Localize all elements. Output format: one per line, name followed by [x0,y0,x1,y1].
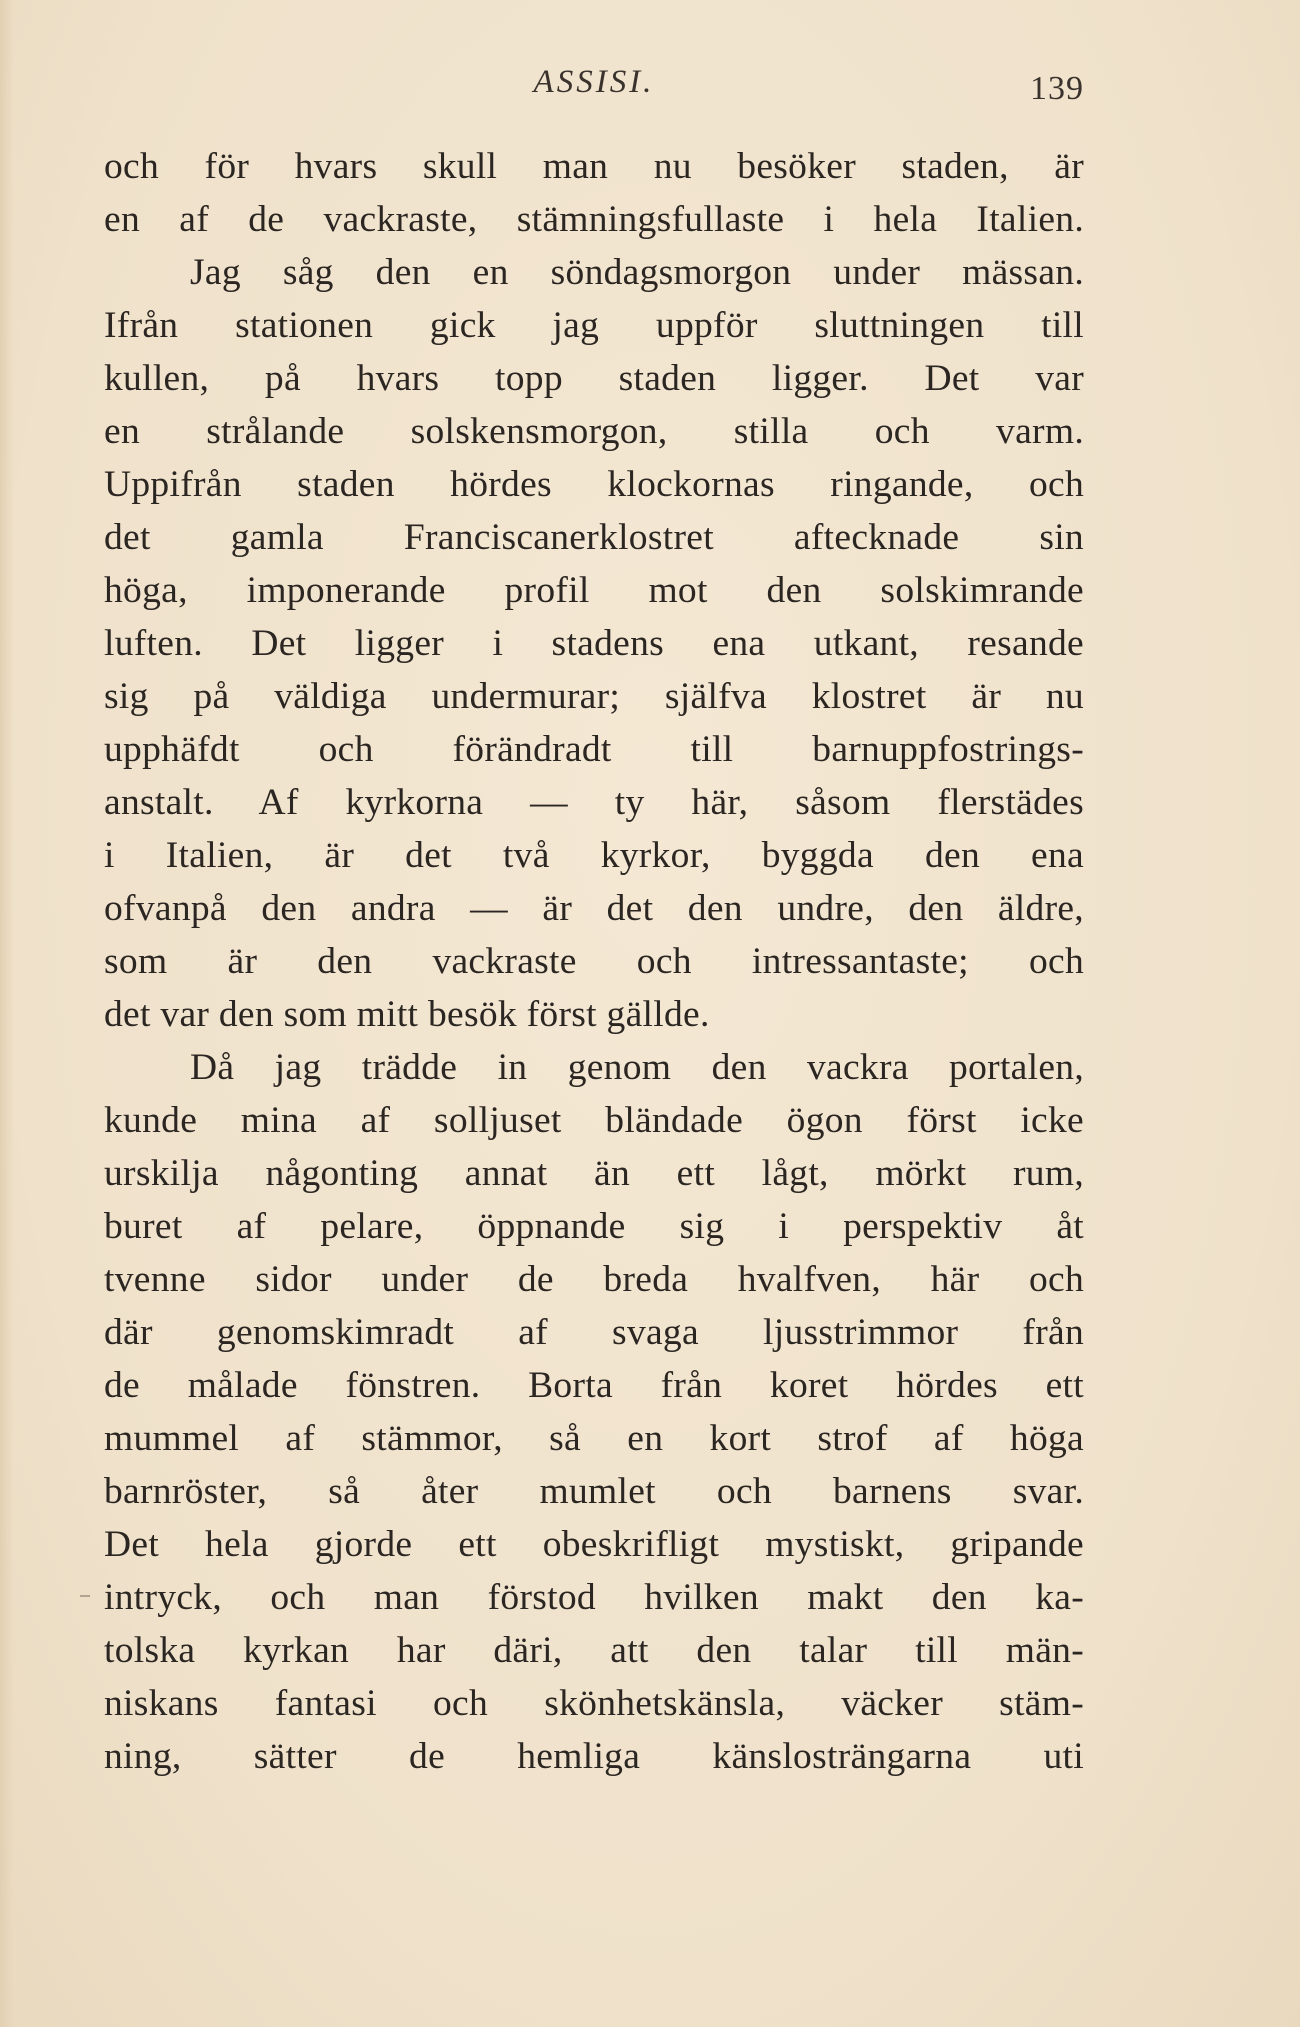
text-line: ofvanpå den andra — är det den undre, den äldre, [104,888,1084,929]
text-line: luften. Det ligger i stadens ena utkant, resande [104,623,1084,664]
text-line: Ifrån stationen gick jag uppför sluttningen till [104,305,1084,346]
text-line: anstalt. Af kyrkorna — ty här, såsom flerstädes [104,782,1084,823]
text-line: det gamla Franciscanerklostret aftecknade sin [104,517,1084,558]
text-line: intryck, och man förstod hvilken makt den ka- [104,1577,1084,1618]
text-line: urskilja någonting annat än ett lågt, mörkt rum, [104,1153,1084,1194]
text-line: buret af pelare, öppnande sig i perspektiv åt [104,1206,1084,1247]
text-line: och för hvars skull man nu besöker staden, är [104,146,1084,187]
text-line: där genomskimradt af svaga ljusstrimmor från [104,1312,1084,1353]
text-line: sig på väldiga undermurar; själfva klostret är nu [104,676,1084,717]
text-line: Jag såg den en söndagsmorgon under mässan. [190,252,1084,293]
text-line: i Italien, är det två kyrkor, byggda den ena [104,835,1084,876]
text-line: tvenne sidor under de breda hvalfven, här och [104,1259,1084,1300]
page-edge-shadow [0,0,14,2027]
margin-mark [80,1595,90,1597]
text-line: barnröster, så åter mumlet och barnens svar. [104,1471,1084,1512]
text-line: ning, sätter de hemliga känslosträngarna uti [104,1736,1084,1777]
body-text [104,140,1084,1783]
text-line: en strålande solskensmorgon, stilla och varm. [104,411,1084,452]
text-line: Det hela gjorde ett obeskrifligt mystiskt, gripande [104,1524,1084,1565]
running-head: ASSISI. [533,64,655,100]
text-line: mummel af stämmor, så en kort strof af höga [104,1418,1084,1459]
page-number: 139 [1030,70,1084,107]
text-line: kullen, på hvars topp staden ligger. Det var [104,358,1084,399]
text-line: niskans fantasi och skönhetskänsla, väcker stäm- [104,1683,1084,1724]
text-line: det var den som mitt besök först gällde. [104,994,710,1035]
text-line: tolska kyrkan har däri, att den talar till män- [104,1630,1084,1671]
page-header [104,60,1084,120]
text-line: kunde mina af solljuset bländade ögon först icke [104,1100,1084,1141]
text-line: som är den vackraste och intressantaste; och [104,941,1084,982]
text-line: höga, imponerande profil mot den solskimrande [104,570,1084,611]
text-line: de målade fönstren. Borta från koret hördes ett [104,1365,1084,1406]
text-line: en af de vackraste, stämningsfullaste i hela Italien. [104,199,1084,240]
text-line: Då jag trädde in genom den vackra portalen, [190,1047,1084,1088]
text-line: Uppifrån staden hördes klockornas ringande, och [104,464,1084,505]
text-line: upphäfdt och förändradt till barnuppfostrings- [104,729,1084,770]
